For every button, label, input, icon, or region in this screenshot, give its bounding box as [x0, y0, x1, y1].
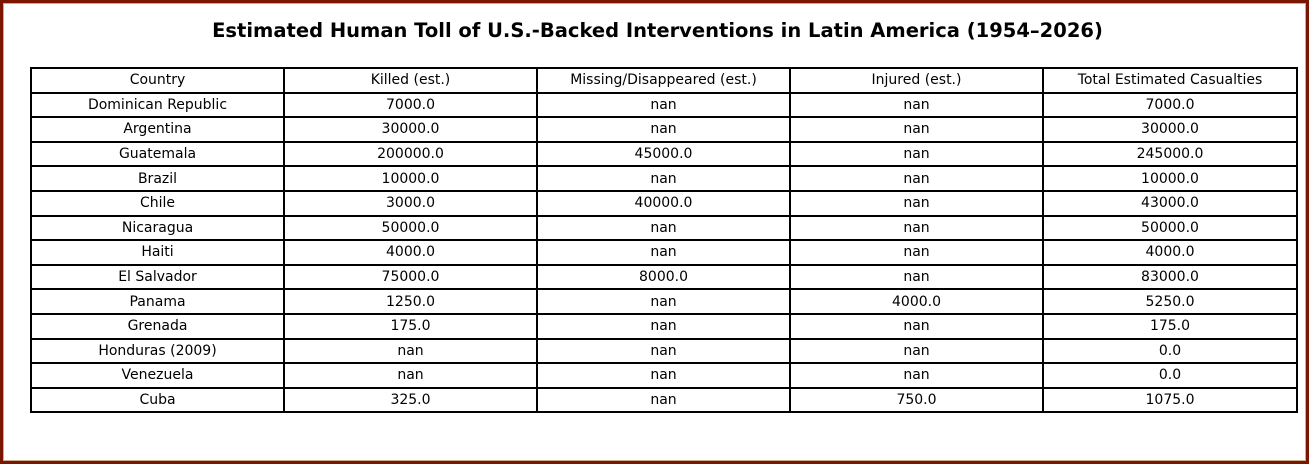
value-cell: nan — [790, 166, 1043, 191]
value-cell: 50000.0 — [1043, 216, 1297, 241]
value-cell: 7000.0 — [1043, 93, 1297, 118]
column-header: Killed (est.) — [284, 68, 537, 93]
value-cell: nan — [537, 339, 790, 364]
value-cell: nan — [537, 388, 790, 413]
value-cell: 325.0 — [284, 388, 537, 413]
country-cell: Nicaragua — [31, 216, 284, 241]
value-cell: 30000.0 — [284, 117, 537, 142]
value-cell: nan — [790, 216, 1043, 241]
table-row — [31, 265, 1297, 290]
value-cell: 83000.0 — [1043, 265, 1297, 290]
country-cell: Honduras (2009) — [31, 339, 284, 364]
country-cell: Cuba — [31, 388, 284, 413]
country-cell: Argentina — [31, 117, 284, 142]
value-cell: nan — [790, 191, 1043, 216]
value-cell: nan — [284, 339, 537, 364]
table-row — [31, 339, 1297, 364]
value-cell: 1250.0 — [284, 289, 537, 314]
column-header: Injured (est.) — [790, 68, 1043, 93]
value-cell: nan — [537, 166, 790, 191]
value-cell: nan — [790, 93, 1043, 118]
value-cell: nan — [790, 117, 1043, 142]
value-cell: 175.0 — [284, 314, 537, 339]
chart-title: Estimated Human Toll of U.S.-Backed Interventions in Latin America (1954–2026) — [212, 19, 1103, 42]
column-header: Total Estimated Casualties — [1043, 68, 1297, 93]
value-cell: 750.0 — [790, 388, 1043, 413]
value-cell: nan — [537, 289, 790, 314]
table-row — [31, 240, 1297, 265]
value-cell: 50000.0 — [284, 216, 537, 241]
value-cell: nan — [537, 216, 790, 241]
table-row — [31, 216, 1297, 241]
header-row — [31, 68, 1297, 93]
table-row — [31, 191, 1297, 216]
column-header: Missing/Disappeared (est.) — [537, 68, 790, 93]
value-cell: 10000.0 — [1043, 166, 1297, 191]
table-row — [31, 117, 1297, 142]
value-cell: 175.0 — [1043, 314, 1297, 339]
value-cell: 45000.0 — [537, 142, 790, 167]
value-cell: 10000.0 — [284, 166, 537, 191]
column-header: Country — [31, 68, 284, 93]
value-cell: nan — [790, 363, 1043, 388]
country-cell: Panama — [31, 289, 284, 314]
country-cell: Chile — [31, 191, 284, 216]
value-cell: 30000.0 — [1043, 117, 1297, 142]
country-cell: Dominican Republic — [31, 93, 284, 118]
value-cell: 0.0 — [1043, 363, 1297, 388]
country-cell: Guatemala — [31, 142, 284, 167]
country-cell: El Salvador — [31, 265, 284, 290]
value-cell: nan — [790, 265, 1043, 290]
table-row — [31, 363, 1297, 388]
value-cell: 4000.0 — [284, 240, 537, 265]
value-cell: 7000.0 — [284, 93, 537, 118]
value-cell: nan — [790, 142, 1043, 167]
value-cell: 200000.0 — [284, 142, 537, 167]
value-cell: nan — [790, 339, 1043, 364]
value-cell: 43000.0 — [1043, 191, 1297, 216]
value-cell: nan — [537, 93, 790, 118]
value-cell: nan — [537, 363, 790, 388]
value-cell: 8000.0 — [537, 265, 790, 290]
value-cell: 3000.0 — [284, 191, 537, 216]
table-row — [31, 314, 1297, 339]
value-cell: 245000.0 — [1043, 142, 1297, 167]
value-cell: 4000.0 — [790, 289, 1043, 314]
country-cell: Venezuela — [31, 363, 284, 388]
value-cell: nan — [537, 314, 790, 339]
value-cell: 75000.0 — [284, 265, 537, 290]
value-cell: nan — [537, 117, 790, 142]
table-row — [31, 93, 1297, 118]
table-row — [31, 388, 1297, 413]
value-cell: nan — [790, 240, 1043, 265]
value-cell: 0.0 — [1043, 339, 1297, 364]
table-row — [31, 142, 1297, 167]
value-cell: 1075.0 — [1043, 388, 1297, 413]
table-row — [31, 166, 1297, 191]
table-row — [31, 289, 1297, 314]
country-cell: Brazil — [31, 166, 284, 191]
value-cell: nan — [790, 314, 1043, 339]
value-cell: 5250.0 — [1043, 289, 1297, 314]
value-cell: 4000.0 — [1043, 240, 1297, 265]
value-cell: nan — [537, 240, 790, 265]
country-cell: Grenada — [31, 314, 284, 339]
country-cell: Haiti — [31, 240, 284, 265]
value-cell: 40000.0 — [537, 191, 790, 216]
casualties-table — [30, 67, 1298, 413]
table-body — [31, 93, 1297, 413]
value-cell: nan — [284, 363, 537, 388]
